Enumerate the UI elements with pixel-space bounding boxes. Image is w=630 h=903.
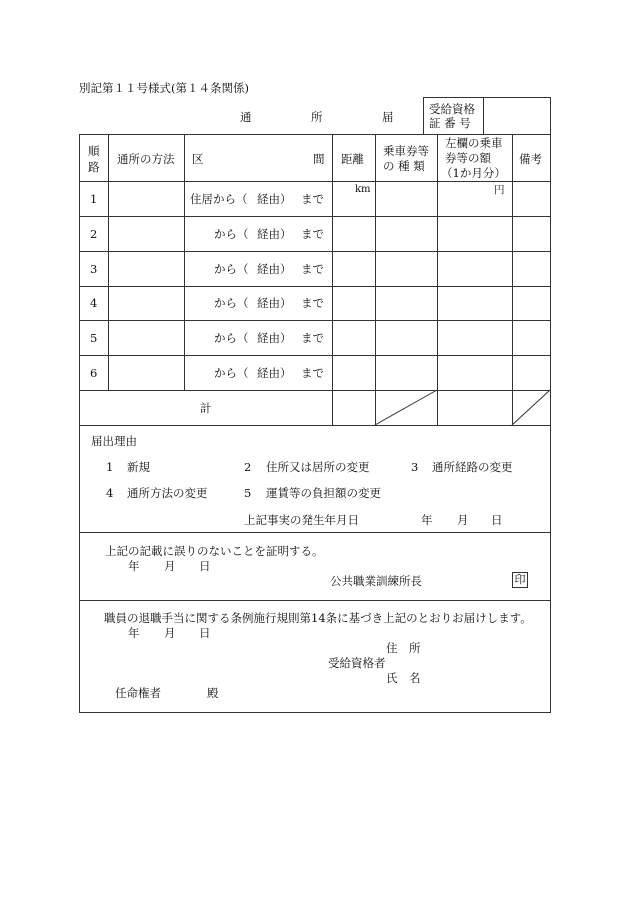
route-to: まで — [301, 192, 324, 206]
row-number: 2 — [90, 227, 98, 241]
cert-month: 月 — [164, 559, 176, 573]
training-director-label: 公共職業訓練所長 — [330, 574, 422, 588]
route-via: 経由） — [257, 262, 292, 276]
addressee-label: 任命権者 — [115, 686, 161, 700]
reason-option-num: 1 — [106, 460, 114, 474]
col-section-end: 間 — [313, 152, 325, 166]
route-via: 経由） — [257, 296, 292, 310]
border-bottom — [79, 712, 551, 713]
col-ticket-type: 乗車券等 — [383, 144, 429, 158]
route-to: まで — [301, 296, 324, 310]
row-number: 1 — [90, 192, 98, 206]
notification-statement: 職員の退職手当に関する条例施行規則第14条に基づき上記のとおりお届けします。 — [104, 611, 532, 625]
route-to: まで — [301, 331, 324, 345]
section-divider — [79, 425, 551, 426]
row-divider — [79, 390, 551, 391]
reason-option-num: 2 — [244, 460, 252, 474]
occurrence-year: 年 — [421, 513, 433, 527]
col-divider — [184, 134, 185, 390]
route-from: 住居から（ — [190, 192, 248, 206]
border-left — [79, 134, 80, 713]
col-amount: 券等の額 — [445, 151, 491, 165]
total-label: 計 — [200, 401, 212, 415]
col-remarks: 備考 — [519, 152, 542, 166]
row-divider — [79, 355, 551, 356]
section-divider — [79, 600, 551, 601]
reason-option-new: 新規 — [127, 460, 150, 474]
total-remarks-slash — [512, 390, 550, 425]
reason-option-method: 通所方法の変更 — [127, 486, 208, 500]
applicant-label: 受給資格者 — [328, 656, 386, 670]
route-via: 経由） — [257, 227, 292, 241]
title-char: 所 — [311, 110, 323, 124]
reason-option-num: 3 — [411, 460, 419, 474]
address-label: 住 所 — [386, 641, 421, 655]
cert-number-label: 証 番 号 — [429, 116, 471, 130]
route-from: から（ — [214, 296, 249, 310]
reason-option-num: 5 — [244, 486, 252, 500]
notif-year: 年 — [128, 626, 140, 640]
route-from: から（ — [214, 227, 249, 241]
honorific: 殿 — [207, 686, 219, 700]
border-top-cert — [423, 97, 551, 98]
cert-year: 年 — [128, 559, 140, 573]
border-right — [550, 97, 551, 713]
row-number: 5 — [90, 331, 98, 345]
occurrence-date-label: 上記事実の発生年月日 — [244, 513, 359, 527]
route-to: まで — [301, 227, 324, 241]
total-ticket-slash — [375, 390, 437, 425]
row-number: 6 — [90, 366, 98, 380]
title-char: 通 — [240, 110, 252, 124]
col-amount: （1か月分） — [441, 166, 506, 180]
col-amount: 左欄の乗車 — [445, 136, 503, 150]
col-divider — [332, 134, 333, 425]
reason-heading: 届出理由 — [91, 434, 137, 448]
col-method: 通所の方法 — [117, 152, 175, 166]
certification-statement: 上記の記載に誤りのないことを証明する。 — [105, 544, 324, 558]
distance-unit: km — [355, 184, 371, 195]
reason-option-address: 住所又は居所の変更 — [266, 460, 370, 474]
section-divider — [79, 532, 551, 533]
title-char: 届 — [382, 110, 394, 124]
reason-option-route: 通所経路の変更 — [432, 460, 513, 474]
col-divider — [512, 134, 513, 425]
notif-day: 日 — [199, 626, 211, 640]
cert-box-left — [423, 97, 424, 135]
reason-option-num: 4 — [106, 486, 114, 500]
cert-number-field[interactable] — [485, 99, 548, 133]
seal-mark: 印 — [512, 572, 528, 588]
row-divider — [79, 286, 551, 287]
form-number: 別記第１１号様式(第１４条関係) — [79, 81, 249, 95]
border-top-table — [79, 134, 551, 135]
row-number: 3 — [90, 262, 98, 276]
col-ticket-type: の 種 類 — [383, 159, 425, 173]
row-divider — [79, 251, 551, 252]
route-from: から（ — [214, 331, 249, 345]
col-distance: 距離 — [341, 152, 364, 166]
occurrence-day: 日 — [491, 513, 503, 527]
route-via: 経由） — [257, 331, 292, 345]
route-from: から（ — [214, 262, 249, 276]
route-via: 経由） — [257, 192, 292, 206]
name-label: 氏 名 — [386, 671, 421, 685]
notif-month: 月 — [164, 626, 176, 640]
cert-day: 日 — [199, 559, 211, 573]
col-divider — [437, 134, 438, 425]
row-divider — [79, 181, 551, 182]
row-number: 4 — [90, 296, 98, 310]
route-via: 経由） — [257, 366, 292, 380]
route-to: まで — [301, 366, 324, 380]
amount-unit: 円 — [494, 184, 505, 196]
cert-number-label: 受給資格 — [429, 102, 475, 116]
route-from: から（ — [214, 366, 249, 380]
col-order: 順 — [88, 144, 100, 158]
cert-box-divider — [483, 97, 484, 135]
reason-option-fare: 運賃等の負担額の変更 — [266, 486, 381, 500]
col-section-start: 区 — [192, 152, 204, 166]
row-divider — [79, 320, 551, 321]
col-order: 路 — [88, 160, 100, 174]
col-divider — [108, 134, 109, 390]
occurrence-month: 月 — [457, 513, 469, 527]
row-divider — [79, 216, 551, 217]
route-to: まで — [301, 262, 324, 276]
col-divider — [375, 134, 376, 425]
